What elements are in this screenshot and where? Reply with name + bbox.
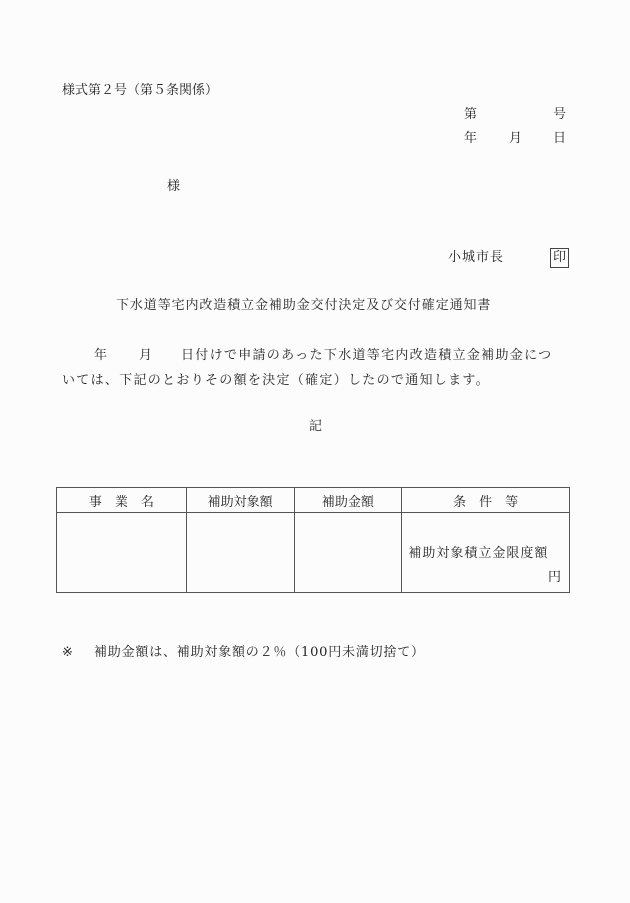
subsidy-table	[56, 487, 570, 593]
note-mark: ※	[62, 645, 73, 660]
date-year: 年	[464, 131, 478, 146]
form-label: 様式第２号（第５条関係）	[62, 83, 219, 98]
conditions-label: 補助対象積立金限度額	[408, 546, 549, 561]
issuer-name: 小城市長	[448, 250, 505, 265]
document-title: 下水道等宅内改造積立金補助金交付決定及び交付確定通知書	[116, 298, 492, 313]
body-line1-month: 月	[139, 348, 153, 363]
body-line1-year: 年	[94, 348, 108, 363]
conditions-unit: 円	[547, 570, 561, 585]
cell-conditions	[402, 513, 570, 593]
cell-subsidy-amount	[294, 513, 402, 593]
header-subsidy-amount: 補助金額	[294, 488, 402, 513]
ki-heading: 記	[309, 419, 323, 434]
note-text: 補助金額は、補助対象額の２％（100円未満切捨て）	[94, 645, 425, 660]
body-line1-text: 日付けで申請のあった下水道等宅内改造積立金補助金につ	[181, 348, 553, 363]
cell-target-amount	[186, 513, 294, 593]
doc-number-suffix: 号	[553, 107, 567, 122]
seal-stamp-box: 印	[550, 248, 569, 268]
date-day: 日	[553, 131, 567, 146]
header-target-amount: 補助対象額	[186, 488, 294, 513]
cell-project-name	[57, 513, 187, 593]
addressee-suffix: 様	[167, 179, 181, 194]
date-month: 月	[509, 131, 523, 146]
table-header-row	[57, 488, 570, 513]
header-conditions: 条 件 等	[402, 488, 570, 513]
table-row	[57, 513, 570, 593]
body-line2-text: いては、下記のとおりその額を決定（確定）したので通知します。	[62, 373, 490, 388]
header-project-name: 事 業 名	[57, 488, 187, 513]
doc-number-prefix: 第	[464, 107, 478, 122]
